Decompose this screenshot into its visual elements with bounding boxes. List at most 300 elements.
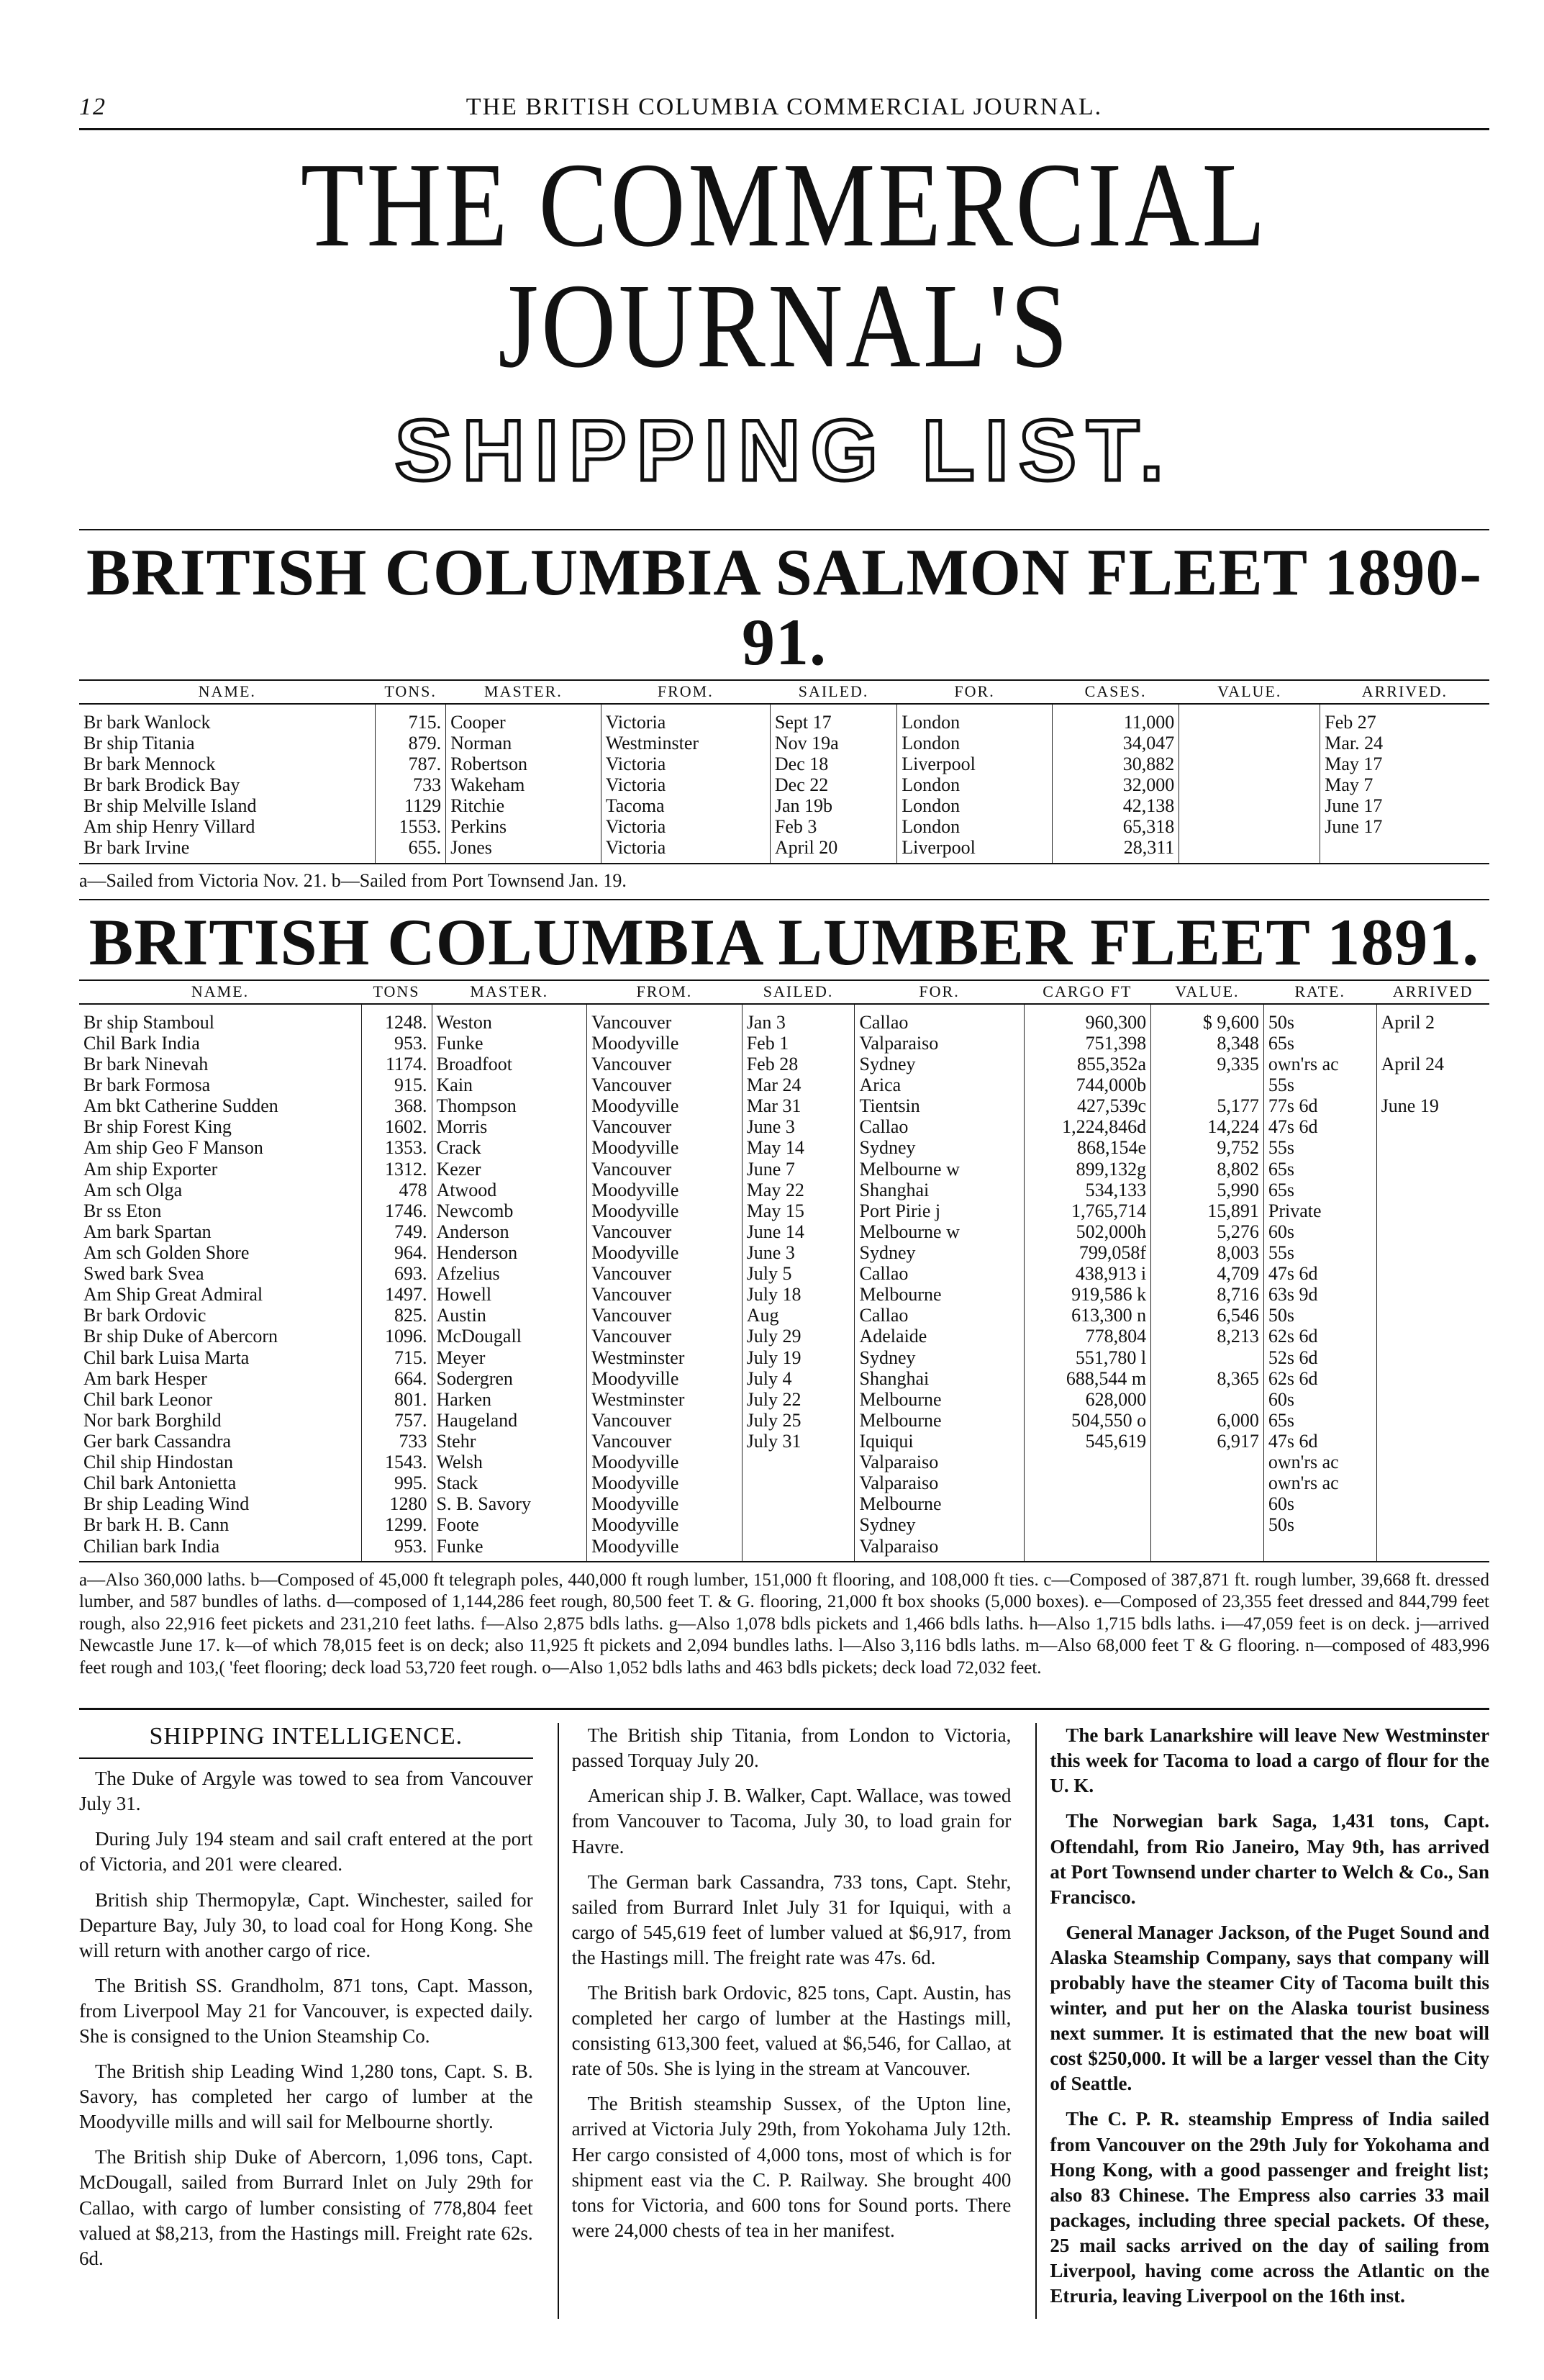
table-row (79, 795, 1489, 816)
table-cell: Melbourne (855, 1410, 1024, 1431)
table-row (79, 1242, 1489, 1263)
table-cell: July 29 (742, 1326, 855, 1347)
table-cell: 751,398 (1024, 1033, 1150, 1054)
table-row (79, 1033, 1489, 1054)
table-cell: Vancouver (587, 1116, 743, 1137)
table-cell: 5,990 (1151, 1180, 1264, 1200)
table-cell (1376, 1431, 1489, 1452)
table-cell: Dec 22 (770, 774, 896, 795)
column-header: FROM. (601, 680, 770, 704)
table-cell (1151, 1472, 1264, 1493)
table-row (79, 1263, 1489, 1284)
table-cell: Morris (432, 1116, 587, 1137)
table-cell: Am bark Hesper (83, 1367, 207, 1389)
table-cell (1376, 1074, 1489, 1095)
table-cell: 8,003 (1151, 1242, 1264, 1263)
table-row (79, 1137, 1489, 1158)
table-cell: 62s 6d (1263, 1326, 1376, 1347)
table-cell: 8,802 (1151, 1159, 1264, 1180)
table-cell (1179, 754, 1320, 774)
table-row (79, 1326, 1489, 1347)
table-cell: Br ship Duke of Abercorn (83, 1326, 278, 1347)
table-cell: 801. (361, 1389, 432, 1410)
table-cell (1376, 1472, 1489, 1493)
table-row (79, 754, 1489, 774)
table-cell: Am ship Henry Villard (83, 816, 255, 838)
table-cell: Austin (432, 1305, 587, 1326)
table-cell (1179, 795, 1320, 816)
table-cell (1376, 1514, 1489, 1535)
table-cell: Melbourne (855, 1284, 1024, 1305)
salmon-fleet-table (79, 679, 1489, 864)
table-cell: Chil ship Hindostan (83, 1452, 234, 1473)
table-cell: April 24 (1376, 1054, 1489, 1074)
table-cell: Vancouver (587, 1263, 743, 1284)
table-cell: Stehr (432, 1431, 587, 1452)
table-cell: Moodyville (587, 1472, 743, 1493)
table-cell: S. B. Savory (432, 1493, 587, 1514)
table-cell (1024, 1536, 1150, 1562)
table-row (79, 1074, 1489, 1095)
table-cell (742, 1452, 855, 1472)
table-cell: McDougall (432, 1326, 587, 1347)
table-row (79, 704, 1489, 733)
table-cell (1024, 1493, 1150, 1514)
table-cell: 60s (1263, 1493, 1376, 1514)
table-cell: 655. (376, 837, 446, 863)
table-cell: 733 (376, 774, 446, 795)
table-row (79, 1514, 1489, 1535)
table-cell: Cooper (446, 704, 601, 733)
table-row (79, 774, 1489, 795)
table-cell: 65s (1263, 1180, 1376, 1200)
table-cell: Westminster (601, 733, 770, 754)
table-cell: 8,716 (1151, 1284, 1264, 1305)
masthead-title: THE COMMERCIAL JOURNAL'S (300, 138, 1268, 393)
table-cell: Callao (855, 1263, 1024, 1284)
table-cell: 1096. (361, 1326, 432, 1347)
table-cell: May 15 (742, 1200, 855, 1221)
table-cell: Sodergren (432, 1368, 587, 1389)
table-cell: London (897, 816, 1053, 837)
table-cell: Tientsin (855, 1095, 1024, 1116)
table-row (79, 1410, 1489, 1431)
table-cell: Br ship Forest King (83, 1116, 232, 1138)
table-cell: Moodyville (587, 1536, 743, 1562)
table-row (79, 1493, 1489, 1514)
table-cell: Jones (446, 837, 601, 863)
column-header: ARRIVED (1376, 980, 1489, 1004)
salmon-fleet-title: BRITISH COLUMBIA SALMON FLEET 1890-91. (86, 535, 1483, 679)
table-cell: Am ship Exporter (83, 1158, 218, 1180)
table-cell: Wakeham (446, 774, 601, 795)
table-cell: Kain (432, 1074, 587, 1095)
table-cell: 5,276 (1151, 1221, 1264, 1242)
table-cell: Vancouver (587, 1159, 743, 1180)
news-item: British ship Thermopylæ, Capt. Winchester, sailed for Departure Bay, July 30, to load coal for Hong Kong. She will return with another cargo of rice. (79, 1888, 533, 1961)
table-cell: Br ship Titania (83, 732, 195, 754)
table-cell: 60s (1263, 1221, 1376, 1242)
table-cell: Moodyville (587, 1033, 743, 1054)
table-cell: July 25 (742, 1410, 855, 1431)
table-cell: 34,047 (1052, 733, 1179, 754)
table-cell: Harken (432, 1389, 587, 1410)
news-item: The British ship Leading Wind 1,280 tons, Capt. S. B. Savory, has completed her cargo of lumber at the Moodyville mills and will sail for Melbourne shortly. (79, 2060, 533, 2133)
table-cell: Victoria (601, 774, 770, 795)
table-cell: July 5 (742, 1263, 855, 1284)
table-cell: April 20 (770, 837, 896, 863)
table-cell: Funke (432, 1033, 587, 1054)
table-cell (742, 1472, 855, 1493)
table-cell: 42,138 (1052, 795, 1179, 816)
table-cell: Jan 19b (770, 795, 896, 816)
table-cell: Am ship Geo F Manson (83, 1137, 263, 1159)
table-cell: 50s (1263, 1004, 1376, 1033)
table-cell: Sydney (855, 1242, 1024, 1263)
table-cell (1376, 1159, 1489, 1180)
table-row (79, 1095, 1489, 1116)
column-header: NAME. (79, 680, 376, 704)
table-cell: July 22 (742, 1389, 855, 1410)
news-item: The British ship Titania, from London to Victoria, passed Torquay July 20. (571, 1724, 1012, 1772)
table-cell: 65s (1263, 1159, 1376, 1180)
news-item: The German bark Cassandra, 733 tons, Capt. Stehr, sailed from Burrard Inlet July 31 for Iquiqui, with a cargo of 545,619 feet of lumber valued at $6,917, from the Hastings mill. The freight rate was 47s. 6d. (571, 1870, 1012, 1968)
news-item: The British SS. Grandholm, 871 tons, Capt. Masson, from Liverpool May 21 for Vancouver, is expected daily. She is consigned to the Union Steamship Co. (79, 1974, 533, 2047)
table-cell: 52s 6d (1263, 1347, 1376, 1368)
column-header: TONS. (376, 680, 446, 704)
table-row (79, 1221, 1489, 1242)
news-item: General Manager Jackson, of the Puget Sound and Alaska Steamship Company, says that company will probably have the steamer City of Tacoma built this winter, and put her on the Alaska tourist business next summer. It is estimated that the new boat will cost $250,000. It will be a larger vessel than the City of Seattle. (1050, 1921, 1489, 2095)
table-cell: Westminster (587, 1389, 743, 1410)
table-cell (1376, 1368, 1489, 1389)
table-cell (1376, 1452, 1489, 1472)
table-cell: 32,000 (1052, 774, 1179, 795)
table-cell: 502,000h (1024, 1221, 1150, 1242)
table-cell: Br bark Ordovic (83, 1305, 206, 1326)
table-cell: 1543. (361, 1452, 432, 1472)
column-header: CASES. (1052, 680, 1179, 704)
table-cell: Moodyville (587, 1095, 743, 1116)
table-cell: June 19 (1376, 1095, 1489, 1116)
table-cell: Br bark Wanlock (83, 711, 211, 733)
news-item: The C. P. R. steamship Empress of India sailed from Vancouver on the 29th July for Yokohama and Hong Kong, with a good passenger and freight list; also 83 Chinese. The Empress also carries 33 mail packages, including three special packets. Of these, 25 mail sacks arrived on the day of sailing from Liverpool, having come across the Atlantic on the Etruria, leaving Liverpool on the 16th inst. (1050, 2108, 1489, 2307)
table-cell: Vancouver (587, 1221, 743, 1242)
table-row (79, 1284, 1489, 1305)
masthead-subtitle: SHIPPING LIST. (394, 402, 1174, 499)
table-cell: 11,000 (1052, 704, 1179, 733)
table-row (79, 1536, 1489, 1562)
table-cell: Liverpool (897, 754, 1053, 774)
table-cell (1376, 1326, 1489, 1347)
header-rule (79, 128, 1489, 130)
table-cell: 47s 6d (1263, 1116, 1376, 1137)
salmon-fleet-note: a—Sailed from Victoria Nov. 21. b—Sailed from Port Townsend Jan. 19. (79, 869, 627, 891)
table-cell: Vancouver (587, 1004, 743, 1033)
table-cell: Ritchie (446, 795, 601, 816)
table-cell (1024, 1514, 1150, 1535)
table-cell: 953. (361, 1033, 432, 1054)
table-cell (742, 1493, 855, 1514)
table-cell: Victoria (601, 837, 770, 863)
table-cell (1376, 1137, 1489, 1158)
intelligence-column-2 (558, 1723, 1012, 2319)
table-row (79, 1116, 1489, 1137)
table-cell: own'rs ac (1263, 1472, 1376, 1493)
table-cell: 6,546 (1151, 1305, 1264, 1326)
table-cell (1151, 1452, 1264, 1472)
table-cell: Callao (855, 1116, 1024, 1137)
table-cell: 693. (361, 1263, 432, 1284)
section-rule (79, 529, 1489, 530)
table-row (79, 816, 1489, 837)
table-cell: Liverpool (897, 837, 1053, 863)
table-cell: Vancouver (587, 1074, 743, 1095)
table-cell: 63s 9d (1263, 1284, 1376, 1305)
table-cell: Valparaiso (855, 1472, 1024, 1493)
intelligence-column-1 (79, 1723, 533, 2319)
table-cell: Perkins (446, 816, 601, 837)
page-number: 12 (79, 94, 106, 120)
table-cell: 8,213 (1151, 1326, 1264, 1347)
news-item: American ship J. B. Walker, Capt. Wallace, was towed from Vancouver to Tacoma, July 30, to load grain for Havre. (571, 1785, 1012, 1858)
table-cell: 778,804 (1024, 1326, 1150, 1347)
table-cell: Robertson (446, 754, 601, 774)
table-row (79, 1004, 1489, 1033)
table-cell: 14,224 (1151, 1116, 1264, 1137)
table-cell: 964. (361, 1242, 432, 1263)
table-row (79, 1368, 1489, 1389)
table-cell: 47s 6d (1263, 1431, 1376, 1452)
table-cell: Vancouver (587, 1054, 743, 1074)
table-cell: 60s (1263, 1389, 1376, 1410)
table-cell (1376, 1305, 1489, 1326)
table-cell: 4,709 (1151, 1263, 1264, 1284)
table-cell: Port Pirie j (855, 1200, 1024, 1221)
table-cell (1151, 1514, 1264, 1535)
table-row (79, 837, 1489, 863)
table-cell: 368. (361, 1095, 432, 1116)
table-cell (1376, 1116, 1489, 1137)
table-cell: 1602. (361, 1116, 432, 1137)
table-cell: April 2 (1376, 1004, 1489, 1033)
table-cell (1179, 837, 1320, 863)
table-cell: May 22 (742, 1180, 855, 1200)
table-cell: June 17 (1320, 816, 1489, 837)
table-cell: Br ship Melville Island (83, 795, 257, 817)
table-cell (1376, 1033, 1489, 1054)
table-cell: 6,000 (1151, 1410, 1264, 1431)
table-cell: Swed bark Svea (83, 1263, 204, 1285)
table-cell: July 18 (742, 1284, 855, 1305)
table-cell: 1553. (376, 816, 446, 837)
table-cell (1151, 1347, 1264, 1368)
table-cell: 1312. (361, 1159, 432, 1180)
table-cell: Sydney (855, 1054, 1024, 1074)
table-cell: Thompson (432, 1095, 587, 1116)
table-cell (1024, 1452, 1150, 1472)
table-cell: 551,780 l (1024, 1347, 1150, 1368)
table-cell: Sydney (855, 1137, 1024, 1158)
table-cell: 825. (361, 1305, 432, 1326)
table-row (79, 1305, 1489, 1326)
table-cell: Chilian bark India (79, 1536, 361, 1562)
table-cell: Br bark Mennock (83, 754, 216, 775)
table-cell (1376, 1536, 1489, 1562)
column-header: MASTER. (432, 980, 587, 1004)
table-cell: Atwood (432, 1180, 587, 1200)
table-cell: Iquiqui (855, 1431, 1024, 1452)
table-cell: Moodyville (587, 1514, 743, 1535)
table-cell: own'rs ac (1263, 1452, 1376, 1472)
table-cell: 1497. (361, 1284, 432, 1305)
table-cell: 1,224,846d (1024, 1116, 1150, 1137)
table-cell: Afzelius (432, 1263, 587, 1284)
table-cell (1376, 1263, 1489, 1284)
table-cell: Moodyville (587, 1137, 743, 1158)
table-cell: 688,544 m (1024, 1368, 1150, 1389)
table-cell: Vancouver (587, 1326, 743, 1347)
table-cell: Valparaiso (855, 1452, 1024, 1472)
news-item: The Duke of Argyle was towed to sea from Vancouver July 31. (79, 1768, 533, 1815)
table-cell: Melbourne w (855, 1221, 1024, 1242)
column-header: SAILED. (770, 680, 896, 704)
table-cell: Moodyville (587, 1452, 743, 1472)
table-cell: Sept 17 (770, 704, 896, 733)
table-cell: 77s 6d (1263, 1095, 1376, 1116)
table-cell: 8,348 (1151, 1033, 1264, 1054)
table-cell: 960,300 (1024, 1004, 1150, 1033)
table-cell: July 31 (742, 1431, 855, 1452)
table-cell: Victoria (601, 754, 770, 774)
table-cell: Jan 3 (742, 1004, 855, 1033)
table-row (79, 1431, 1489, 1452)
table-cell (1376, 1180, 1489, 1200)
column-header: NAME. (79, 980, 361, 1004)
table-row (79, 1159, 1489, 1180)
table-cell: 1129 (376, 795, 446, 816)
table-cell: Mar 31 (742, 1095, 855, 1116)
table-cell: Am Ship Great Admiral (83, 1284, 263, 1306)
table-cell: June 17 (1320, 795, 1489, 816)
table-cell: Kezer (432, 1159, 587, 1180)
table-cell (1376, 1284, 1489, 1305)
table-cell: June 3 (742, 1116, 855, 1137)
lumber-fleet-table (79, 979, 1489, 1562)
table-cell: Shanghai (855, 1368, 1024, 1389)
table-cell: Victoria (601, 816, 770, 837)
table-cell: 899,132g (1024, 1159, 1150, 1180)
column-header: ARRIVED. (1320, 680, 1489, 704)
table-cell: Howell (432, 1284, 587, 1305)
table-cell (742, 1536, 855, 1562)
table-cell: Vancouver (587, 1284, 743, 1305)
column-header: CARGO FT (1024, 980, 1150, 1004)
table-cell: Chil Bark India (83, 1032, 200, 1054)
table-cell: 47s 6d (1263, 1263, 1376, 1284)
table-row (79, 1180, 1489, 1200)
table-cell: 9,752 (1151, 1137, 1264, 1158)
table-cell: 55s (1263, 1074, 1376, 1095)
table-cell: 799,058f (1024, 1242, 1150, 1263)
lumber-fleet-title: BRITISH COLUMBIA LUMBER FLEET 1891. (88, 905, 1480, 979)
table-cell: Victoria (601, 704, 770, 733)
table-cell: June 7 (742, 1159, 855, 1180)
table-cell: Br bark Formosa (83, 1074, 211, 1096)
column-header: FOR. (897, 680, 1053, 704)
table-cell: Br bark Irvine (79, 837, 376, 863)
table-cell: Sydney (855, 1514, 1024, 1535)
table-cell: 628,000 (1024, 1389, 1150, 1410)
table-cell: Feb 1 (742, 1033, 855, 1054)
running-header (79, 94, 1489, 121)
table-cell: Moodyville (587, 1180, 743, 1200)
table-cell: 504,550 o (1024, 1410, 1150, 1431)
table-cell: Valparaiso (855, 1033, 1024, 1054)
table-cell (1376, 1242, 1489, 1263)
table-cell: 915. (361, 1074, 432, 1095)
table-cell: Melbourne (855, 1493, 1024, 1514)
table-row (79, 1452, 1489, 1472)
table-cell: 8,365 (1151, 1368, 1264, 1389)
table-cell: June 3 (742, 1242, 855, 1263)
table-cell: Anderson (432, 1221, 587, 1242)
table-cell: Welsh (432, 1452, 587, 1472)
table-cell: 613,300 n (1024, 1305, 1150, 1326)
news-item: During July 194 steam and sail craft entered at the port of Victoria, and 201 were cleared. (79, 1828, 533, 1876)
section-rule (79, 899, 1489, 900)
table-cell: Henderson (432, 1242, 587, 1263)
table-cell: London (897, 704, 1053, 733)
table-cell: 438,913 i (1024, 1263, 1150, 1284)
table-cell: 9,335 (1151, 1054, 1264, 1074)
table-cell: 478 (361, 1180, 432, 1200)
table-row (79, 1472, 1489, 1493)
column-header: RATE. (1263, 980, 1376, 1004)
table-cell: 1,765,714 (1024, 1200, 1150, 1221)
table-cell: July 4 (742, 1368, 855, 1389)
table-cell: own'rs ac (1263, 1054, 1376, 1074)
running-title: THE BRITISH COLUMBIA COMMERCIAL JOURNAL. (466, 94, 1103, 120)
journal-page (79, 94, 1489, 2319)
table-cell: May 7 (1320, 774, 1489, 795)
intelligence-column-3 (1035, 1723, 1489, 2319)
news-item: The British bark Ordovic, 825 tons, Capt. Austin, has completed her cargo of lumber at the Hastings mill, consisting 613,300 feet, valued at $6,546, for Callao, at rate of 50s. She is lying in the stream at Vancouver. (571, 1981, 1012, 2080)
table-cell: 50s (1263, 1305, 1376, 1326)
table-cell (1151, 1389, 1264, 1410)
table-cell: Chil bark Luisa Marta (83, 1347, 250, 1368)
table-cell: 953. (361, 1536, 432, 1562)
table-cell: 427,539c (1024, 1095, 1150, 1116)
table-cell: 1174. (361, 1054, 432, 1074)
table-cell: Chil bark Leonor (83, 1388, 213, 1410)
table-cell: 28,311 (1052, 837, 1179, 863)
table-cell (1376, 1347, 1489, 1368)
table-cell (1376, 1200, 1489, 1221)
table-cell: 733 (361, 1431, 432, 1452)
table-cell: 55s (1263, 1242, 1376, 1263)
table-cell: 55s (1263, 1137, 1376, 1158)
column-header: TONS (361, 980, 432, 1004)
table-cell: Chil bark Antonietta (83, 1472, 237, 1494)
table-cell (1376, 1410, 1489, 1431)
table-cell: Feb 3 (770, 816, 896, 837)
table-cell: Weston (432, 1004, 587, 1033)
table-cell: 787. (376, 754, 446, 774)
table-cell: Moodyville (587, 1242, 743, 1263)
table-cell: 1280 (361, 1493, 432, 1514)
table-cell: May 17 (1320, 754, 1489, 774)
table-cell: Westminster (587, 1347, 743, 1368)
